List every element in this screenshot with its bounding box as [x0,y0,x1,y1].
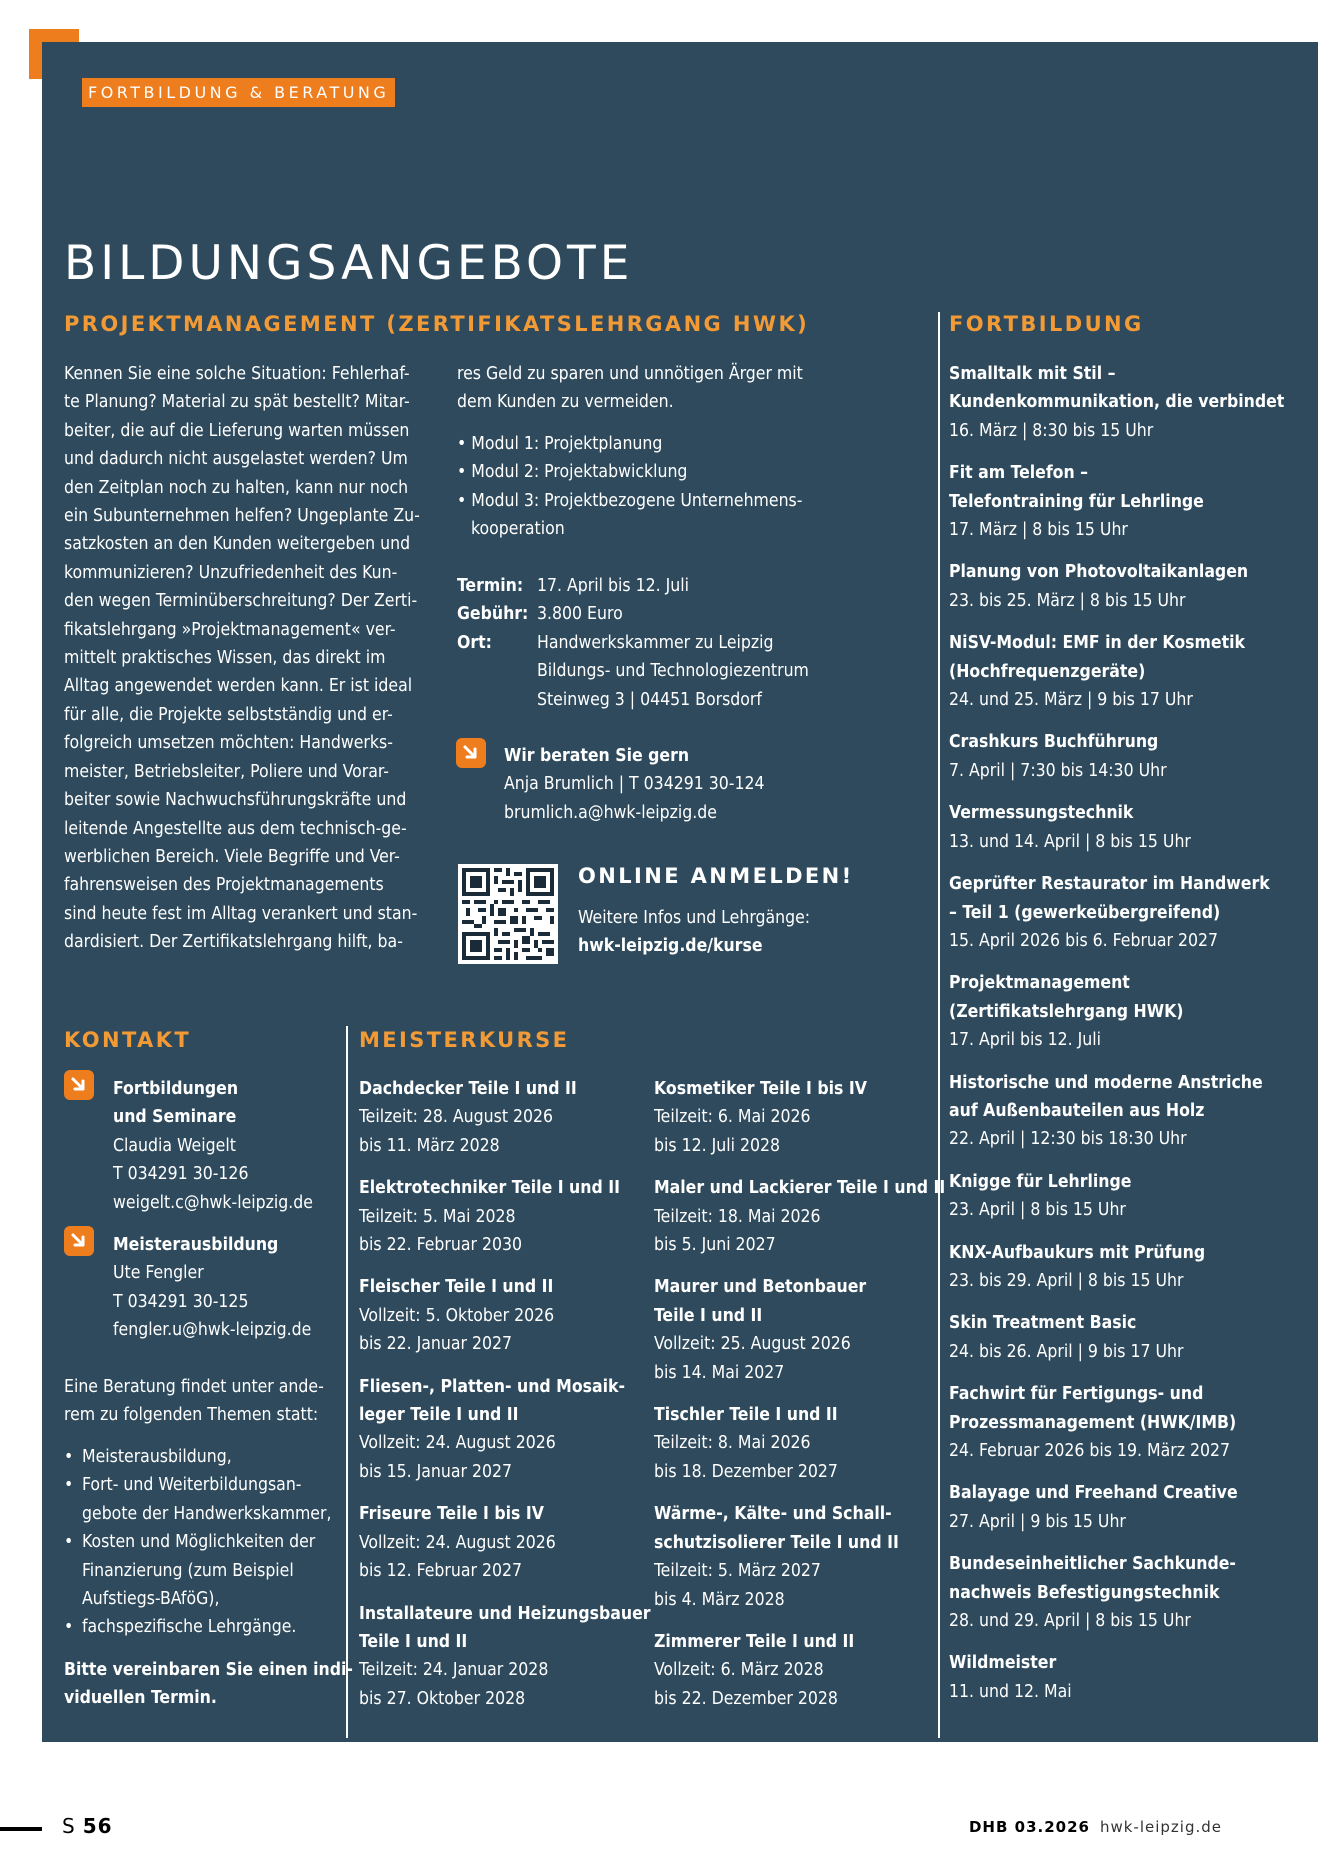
projekt-body-col2 [457,360,803,417]
kontakt-intro [64,1373,324,1430]
footer-info [969,1818,1222,1836]
contact-phone: T 034291 30-125 [113,1291,249,1312]
text-line: te Planung? Material zu spät bestellt? Mitar- [64,392,410,413]
list-item: Smalltalk mit Stil – Kundenkommunikation, die verbindet 16. März | 8:30 bis 15 Uhr [949,364,1285,441]
text-line: viduellen Termin. [64,1688,217,1709]
text-line: satzkosten an den Kunden weitergeben und [64,534,411,555]
list-item: Projektmanagement (Zertifikatslehrgang HWK) 17. April bis 12. Juli [949,973,1184,1051]
text-line: für alle, die Projekte selbstständig und er- [64,704,393,725]
contact-phone: T 034291 30-126 [113,1164,249,1185]
list-item: Fleischer Teile I und II Vollzeit: 5. Oktober 2026 bis 22. Januar 2027 [359,1277,555,1355]
text-line: kommunizieren? Unzufriedenheit des Kun- [64,562,398,583]
list-item: Kosmetiker Teile I bis IV Teilzeit: 6. Mai 2026 bis 12. Juli 2028 [654,1079,867,1156]
termin-value: 17. April bis 12. Juli [537,576,689,596]
topic-list [64,1443,331,1642]
text-line: folgreich umsetzen möchten: Handwerks- [64,733,393,754]
list-item: NiSV-Modul: EMF in der Kosmetik (Hochfrequenzgeräte) 24. und 25. März | 9 bis 17 Uhr [949,633,1245,711]
meisterkurse-col1 [359,1075,651,1713]
list-item: Crashkurs Buchführung 7. April | 7:30 bis 14:30 Uhr [949,732,1167,781]
module-item: • Modul 1: Projektplanung [457,434,663,454]
text-line: Alltag angewendet werden kann. Er ist ideal [64,676,413,697]
page-number-value: 56 [82,1814,113,1838]
list-item: Maler und Lackierer Teile I und II Teilzeit: 18. Mai 2026 bis 5. Juni 2027 [654,1178,946,1256]
list-item: Vermessungstechnik 13. und 14. April | 8 bis 15 Uhr [949,803,1191,852]
kontakt-heading: KONTAKT [64,1028,192,1052]
module-item: • Modul 2: Projektabwicklung [457,462,688,483]
list-item: Maurer und Betonbauer Teile I und II Vollzeit: 25. August 2026 bis 14. Mai 2027 [654,1277,867,1383]
text-line: ein Subunternehmen helfen? Ungeplante Zu- [64,506,420,527]
list-item: Wärme-, Kälte- und Schall- schutzisolierer Teile I und II Teilzeit: 5. März 2027 bis 4. März 2028 [654,1504,899,1610]
list-item: Fliesen-, Platten- und Mosaik- leger Teile I und II Vollzeit: 24. August 2026 bis 15. Januar 2027 [359,1376,626,1482]
arrow-icon [64,1070,94,1100]
text-line: Bitte vereinbaren Sie einen indi- [64,1660,353,1680]
text-line: rem zu folgenden Themen statt: [64,1405,319,1426]
list-item: • Meisterausbildung, [64,1443,331,1471]
meisterkurse-heading: MEISTERKURSE [359,1028,570,1052]
text-line: sind heute fest im Alltag verankert und stan- [64,903,418,924]
list-item: Elektrotechniker Teile I und II Teilzeit: 5. Mai 2028 bis 22. Februar 2030 [359,1178,620,1256]
section-label: FORTBILDUNG & BERATUNG [82,78,395,107]
list-item: • Kosten und Möglichkeiten der Finanzierung (zum Beispiel Aufstiegs-BAföG), [64,1528,331,1613]
gebuehr-label: Gebühr: [457,604,529,625]
text-line: Kennen Sie eine solche Situation: Fehlerhaf- [64,364,410,384]
list-item: Friseure Teile I bis IV Vollzeit: 24. August 2026 bis 12. Februar 2027 [359,1504,556,1582]
arrow-icon [456,738,486,768]
page-number [62,1814,113,1838]
text-line: dardisiert. Der Zertifikatslehrgang hilft, ba- [64,932,403,953]
footer-rule [0,1827,42,1831]
contact-name: Claudia Weigelt [113,1135,236,1156]
list-item: Skin Treatment Basic 24. bis 26. April | 9 bis 17 Uhr [949,1313,1184,1362]
list-item: Zimmerer Teile I und II Vollzeit: 6. März 2028 bis 22. Dezember 2028 [654,1631,855,1709]
contact-email[interactable]: fengler.u@hwk-leipzig.de [113,1320,312,1341]
arrow-icon [64,1226,94,1256]
ort-value [537,629,809,714]
page-title: BILDUNGSANGEBOTE [64,236,634,291]
module-list [457,430,802,544]
list-item: Historische und moderne Anstriche auf Außenbauteilen aus Holz 22. April | 12:30 bis 18:30 Uhr [949,1072,1263,1150]
contact-email[interactable]: weigelt.c@hwk-leipzig.de [113,1192,313,1213]
contact-title: und Seminare [113,1107,237,1128]
contact-name: Ute Fengler [113,1263,204,1284]
termin-label: Termin: [457,576,524,596]
contact-email[interactable]: brumlich.a@hwk-leipzig.de [504,802,717,823]
text-line: fahrensweisen des Projektmanagements [64,875,384,896]
projekt-body-col1 [64,360,420,957]
projekt-heading: PROJEKTMANAGEMENT (ZERTIFIKATSLEHRGANG HWK) [64,312,810,336]
module-item: • Modul 3: Projektbezogene Unternehmens- [457,490,803,511]
list-item: Installateure und Heizungsbauer Teile I und II Teilzeit: 24. Januar 2028 bis 27. Oktober 2028 [359,1603,651,1709]
list-item: Knigge für Lehrlinge 23. April | 8 bis 15 Uhr [949,1171,1132,1221]
list-item: Fachwirt für Fertigungs- und Prozessmanagement (HWK/IMB) 24. Februar 2026 bis 19. März 2027 [949,1384,1237,1461]
text-line: beiter sowie Nachwuchsführungskräfte und [64,790,407,811]
online-text: Weitere Infos und Lehrgänge: [578,908,811,928]
text-line: beiter, die auf die Lieferung warten müssen [64,420,410,441]
contact-title: Fortbildungen [113,1079,239,1099]
list-item: Dachdecker Teile I und II Teilzeit: 28. August 2026 bis 11. März 2028 [359,1079,577,1156]
module-item: kooperation [471,519,565,540]
text-line: und dadurch nicht ausgelastet werden? Um [64,449,408,470]
footer-website-link[interactable]: hwk-leipzig.de [1099,1818,1222,1836]
fortbildung-list [949,360,1284,1706]
kontakt-block-meister [113,1231,311,1345]
list-item: Bundeseinheitlicher Sachkunde- nachweis Befestigungstechnik 28. und 29. April | 8 bis 15 Uhr [949,1554,1236,1632]
projekt-contact [504,742,765,827]
gebuehr-value: 3.800 Euro [537,604,623,625]
contact-title: Wir beraten Sie gern [504,746,690,766]
online-info [578,904,810,961]
list-item: KNX-Aufbaukurs mit Prüfung 23. bis 29. April | 8 bis 15 Uhr [949,1242,1206,1291]
address-line: Handwerkskammer zu Leipzig [537,632,774,653]
text-line: den wegen Terminüberschreitung? Der Zerti- [64,591,418,612]
address-line: Bildungs- und Technologiezentrum [537,661,809,682]
text-line: fikatslehrgang »Projektmanagement« ver- [64,619,396,640]
online-heading: ONLINE ANMELDEN! [578,864,854,888]
list-item: Geprüfter Restaurator im Handwerk – Teil 1 (gewerkeübergreifend) 15. April 2026 bis 6. Februar 2027 [949,874,1270,951]
divider-middle [346,1026,348,1738]
page-prefix: S [62,1814,75,1838]
qr-code[interactable] [458,864,558,964]
text-line: res Geld zu sparen und unnötigen Ärger mit [457,364,803,384]
fortbildung-heading: FORTBILDUNG [949,312,1144,336]
text-line: mittelt praktisches Wissen, das direkt im [64,648,386,669]
list-item: Fit am Telefon – Telefontraining für Lehrlinge 17. März | 8 bis 15 Uhr [949,463,1204,541]
issue-label: DHB 03.2026 [968,1818,1090,1836]
list-item: Planung von Photovoltaikanlagen 23. bis 25. März | 8 bis 15 Uhr [949,562,1249,611]
text-line: den Zeitplan noch zu halten, kann nur noch [64,477,409,498]
text-line: dem Kunden zu vermeiden. [457,392,674,413]
text-line: leitende Angestellte aus dem technisch-ge- [64,818,407,839]
list-item: Wildmeister 11. und 12. Mai [949,1653,1072,1702]
meisterkurse-col2 [654,1075,945,1713]
list-item: Tischler Teile I und II Teilzeit: 8. Mai 2026 bis 18. Dezember 2027 [654,1405,838,1482]
address-line: Steinweg 3 | 04451 Borsdorf [537,689,762,710]
online-link[interactable]: hwk-leipzig.de/kurse [578,936,763,957]
text-line: Eine Beratung findet unter ande- [64,1377,324,1397]
list-item: • fachspezifische Lehrgänge. [64,1613,331,1641]
kontakt-closing [64,1656,353,1713]
text-line: werblichen Bereich. Viele Begriffe und Ver- [64,846,400,867]
contact-title: Meisterausbildung [113,1235,279,1255]
kontakt-block-fortbildungen [113,1075,313,1217]
list-item: Balayage und Freehand Creative 27. April | 9 bis 15 Uhr [949,1483,1238,1532]
contact-line: Anja Brumlich | T 034291 30-124 [504,774,765,795]
list-item: • Fort- und Weiterbildungsan- gebote der Handwerkskammer, [64,1471,331,1528]
ort-label: Ort: [457,632,492,653]
text-line: meister, Betriebsleiter, Poliere und Vorar- [64,761,389,782]
